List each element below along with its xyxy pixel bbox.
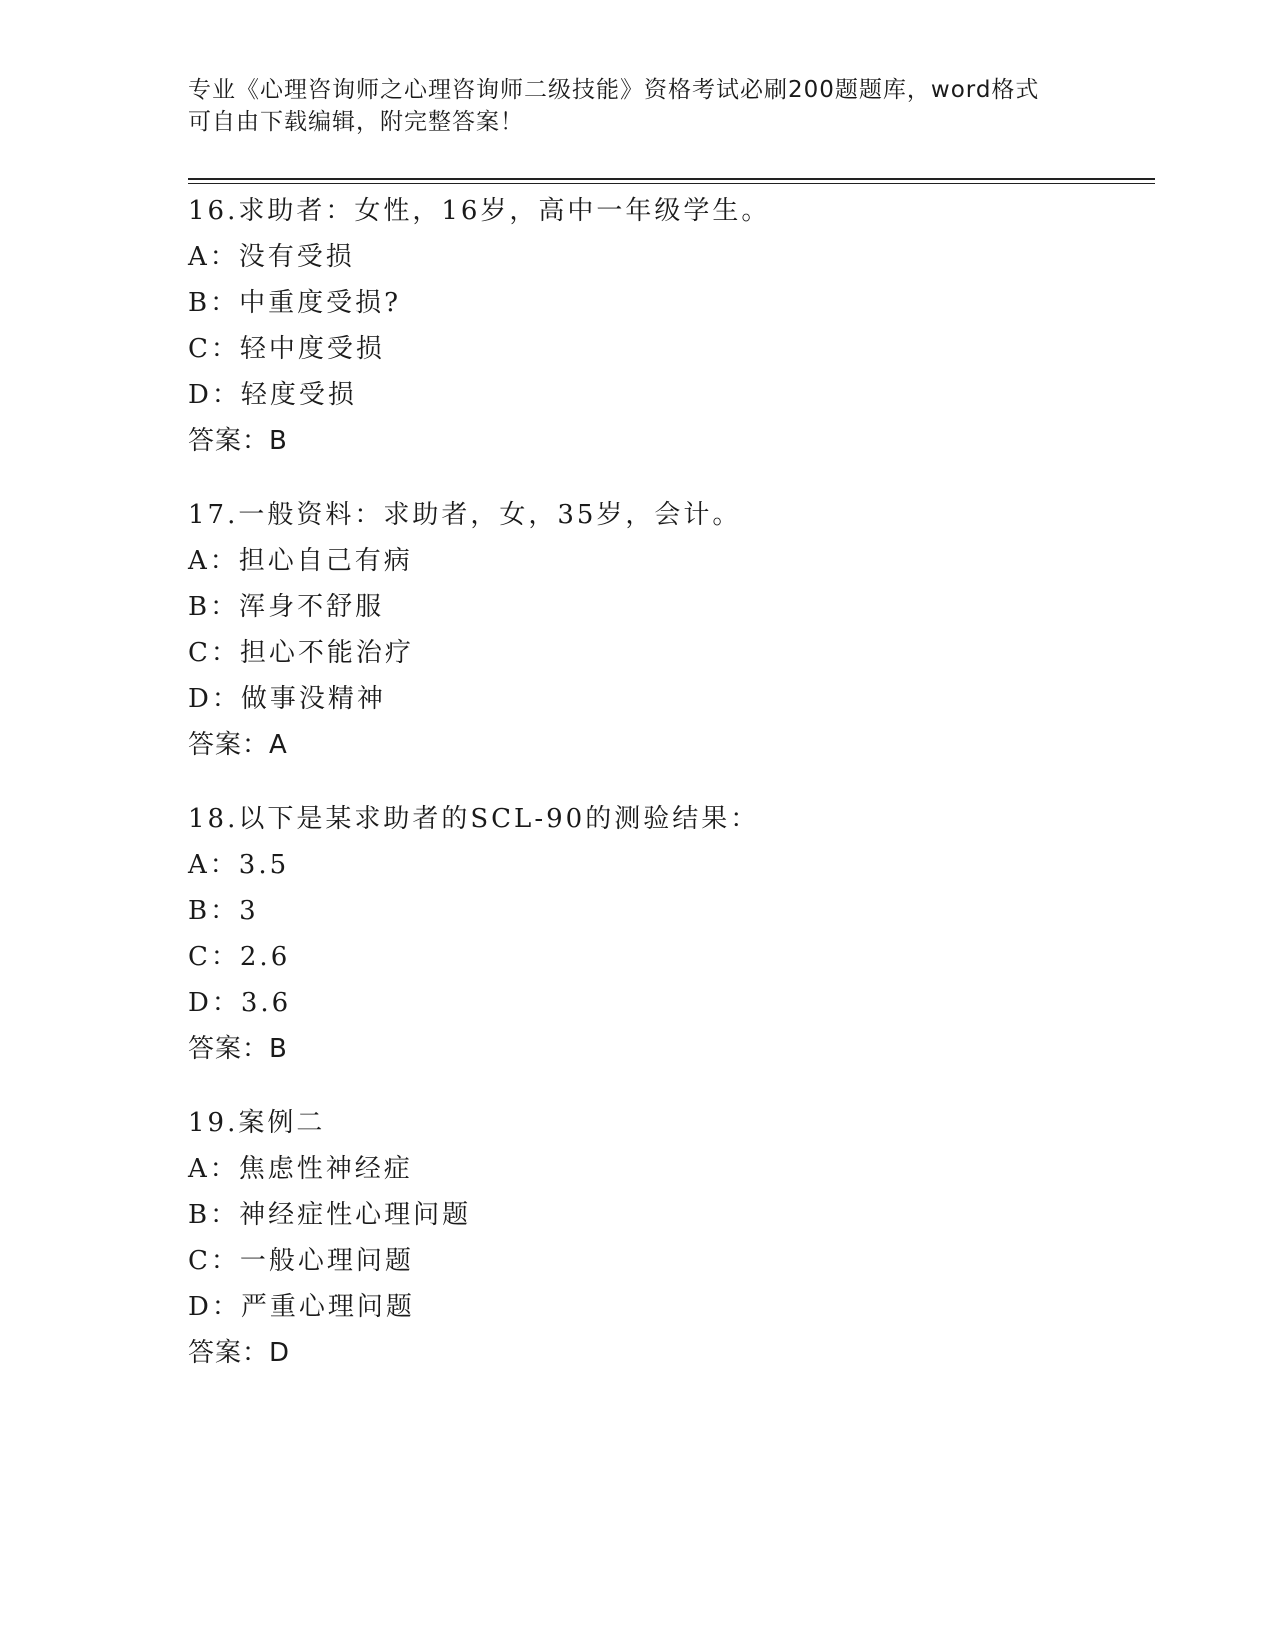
question-stem: 17.一般资料：求助者，女，35岁，会计。 (188, 500, 742, 530)
header-divider-thin (188, 183, 1155, 184)
question-stem: 19.案例二 (188, 1108, 326, 1138)
option-b: B：3 (188, 896, 259, 926)
answer-key: 答案：B (188, 426, 288, 456)
option-d: D：严重心理问题 (188, 1292, 415, 1322)
option-d: D：轻度受损 (188, 380, 357, 410)
question-19 (188, 1100, 1148, 1376)
header-divider-thick (188, 178, 1155, 180)
option-a: A：焦虑性神经症 (188, 1154, 413, 1184)
option-a: A：担心自己有病 (188, 546, 413, 576)
option-c: C：2.6 (188, 942, 291, 972)
answer-key: 答案：B (188, 1034, 288, 1064)
question-stem: 18.以下是某求助者的SCL-90的测验结果： (188, 804, 760, 834)
header-line-2: 可自由下载编辑，附完整答案！ (188, 109, 524, 135)
answer-key: 答案：A (188, 730, 288, 760)
option-b: B：中重度受损? (188, 288, 402, 318)
option-c: C：一般心理问题 (188, 1246, 414, 1276)
question-stem: 16.求助者：女性，16岁，高中一年级学生。 (188, 196, 771, 226)
question-18 (188, 796, 1148, 1072)
option-b: B：神经症性心理问题 (188, 1200, 472, 1230)
question-list (188, 188, 1148, 1404)
option-d: D：3.6 (188, 988, 292, 1018)
option-d: D：做事没精神 (188, 684, 386, 714)
option-b: B：浑身不舒服 (188, 592, 385, 622)
option-a: A：没有受损 (188, 242, 355, 272)
question-17 (188, 492, 1148, 768)
question-16 (188, 188, 1148, 464)
option-c: C：担心不能治疗 (188, 638, 414, 668)
option-c: C：轻中度受损 (188, 334, 385, 364)
answer-key: 答案：D (188, 1338, 291, 1368)
document-header (188, 74, 1088, 138)
header-line-1: 专业《心理咨询师之心理咨询师二级技能》资格考试必刷200题题库，word格式 (188, 77, 1040, 103)
option-a: A：3.5 (188, 850, 290, 880)
